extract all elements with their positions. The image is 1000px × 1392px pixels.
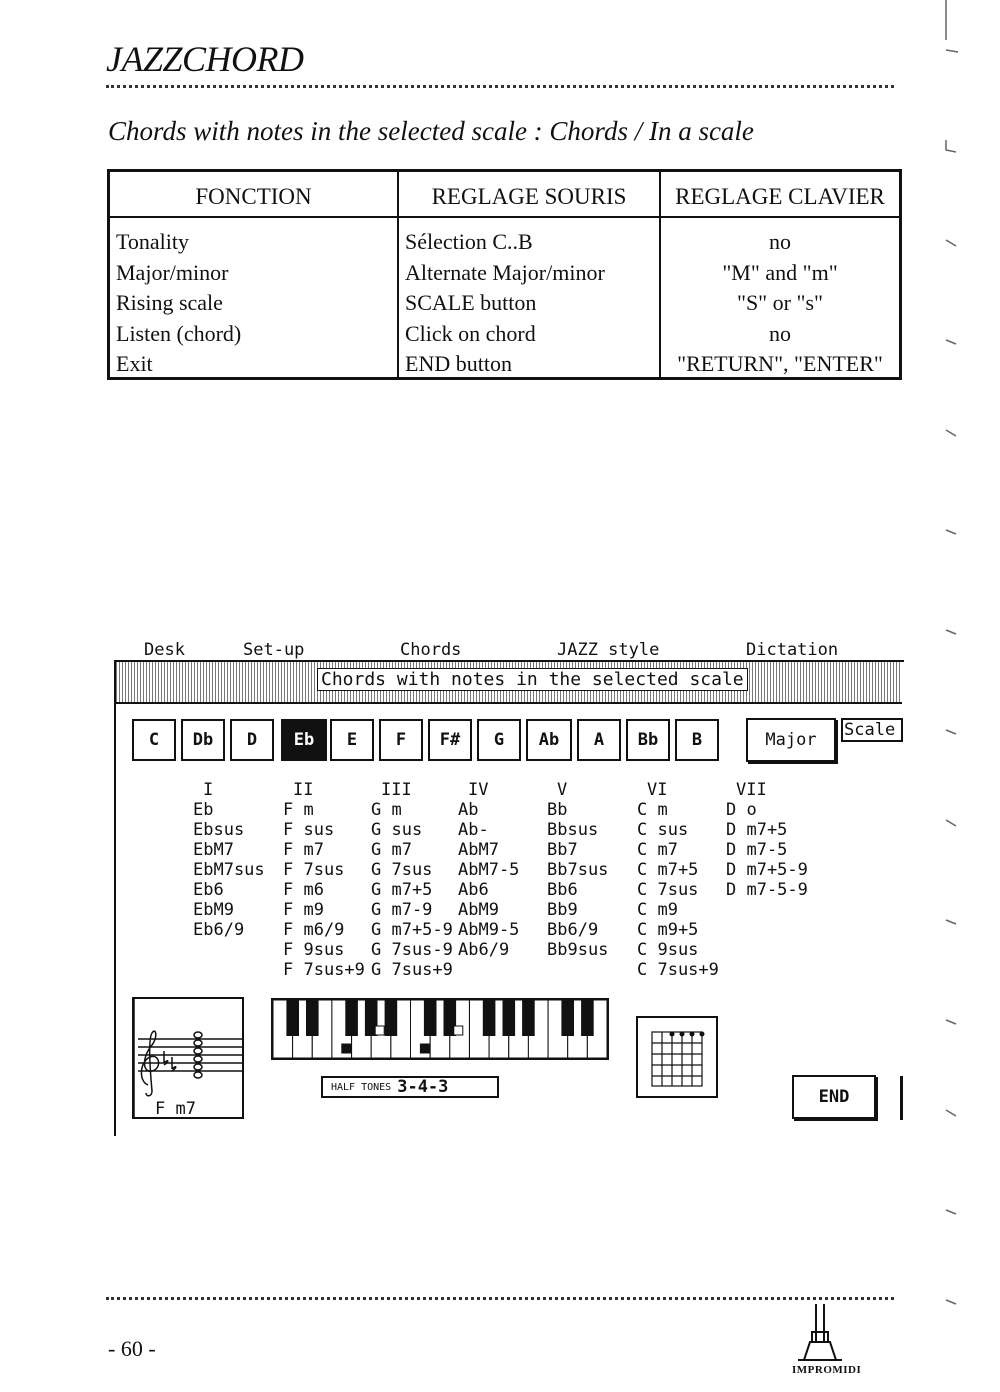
chord-item[interactable]: AbM9	[458, 900, 499, 920]
chord-item[interactable]: Eb6	[193, 880, 224, 900]
chord-item[interactable]: Ab6/9	[458, 940, 510, 960]
menu-setup[interactable]: Set-up	[243, 640, 305, 660]
key-button-a[interactable]: A	[577, 719, 621, 761]
degree-column-ii	[283, 780, 365, 980]
table-cell: SCALE button	[405, 290, 537, 315]
chord-item[interactable]: G m7-9	[371, 900, 433, 920]
chord-item[interactable]: Bb7sus	[547, 860, 609, 880]
chord-item[interactable]: Ab6	[458, 880, 489, 900]
degree-column-v	[547, 780, 608, 960]
degree-numeral: II	[293, 780, 314, 800]
chord-item[interactable]: F m6/9	[283, 920, 345, 940]
table-cell: "M" and "m"	[722, 259, 838, 285]
piano-black-key[interactable]	[581, 1000, 594, 1036]
chord-item[interactable]: G m7+5	[371, 880, 433, 900]
chord-item[interactable]: F 9sus	[283, 940, 345, 960]
degree-numeral: IV	[468, 780, 489, 800]
chord-item[interactable]: Bb9	[547, 900, 578, 920]
chord-item[interactable]: F m9	[283, 900, 324, 920]
chord-item[interactable]: D m7-5	[726, 840, 788, 860]
chord-item[interactable]: G m7	[371, 840, 412, 860]
chord-item[interactable]: Bb	[547, 800, 568, 820]
chord-item[interactable]: Bb6/9	[547, 920, 599, 940]
pressed-note-marker	[375, 1026, 384, 1035]
piano-black-key[interactable]	[503, 1000, 516, 1036]
page-number: - 60 -	[108, 1336, 156, 1361]
chord-item[interactable]: Ab	[458, 800, 479, 820]
key-button-e[interactable]: E	[330, 719, 374, 761]
table-cell: "RETURN", "ENTER"	[677, 351, 883, 376]
chord-item[interactable]: Ab-	[458, 820, 489, 840]
degree-numeral: III	[381, 780, 412, 800]
window-titlebar[interactable]	[116, 662, 902, 704]
chord-item[interactable]: G 7sus+9	[371, 960, 453, 980]
chord-item[interactable]: C m9	[637, 900, 678, 920]
window-right-border	[900, 1076, 903, 1120]
table-cell: "S" or "s"	[736, 290, 824, 315]
chord-item[interactable]: EbM9	[193, 900, 234, 920]
degree-column-iii	[371, 780, 453, 980]
chord-item[interactable]: AbM7	[458, 840, 499, 860]
chord-item[interactable]: EbM7sus	[193, 860, 265, 880]
binder-holes-decoration	[942, 0, 972, 1392]
key-button-f[interactable]: F	[379, 719, 423, 761]
piano-keyboard[interactable]	[271, 998, 609, 1060]
table-cell: Sélection C..B	[405, 229, 533, 254]
header-fonction: FONCTION	[195, 184, 312, 209]
chord-item[interactable]: C m9+5	[637, 920, 699, 940]
menu-jazz-style[interactable]: JAZZ style	[557, 640, 660, 660]
degree-column-iv	[458, 780, 519, 960]
key-button-ab[interactable]: Ab	[526, 719, 572, 761]
chord-item[interactable]: Eb6/9	[193, 920, 245, 940]
piano-black-key[interactable]	[561, 1000, 574, 1036]
chord-item[interactable]: D o	[726, 800, 757, 820]
half-tones-box	[321, 1076, 499, 1098]
piano-black-key[interactable]	[385, 1000, 398, 1036]
chord-item[interactable]: G m	[371, 800, 402, 820]
table-cell: Rising scale	[116, 290, 223, 315]
degree-column-vii	[726, 780, 808, 900]
key-button-b[interactable]: B	[675, 719, 719, 761]
menu-bar	[144, 640, 904, 660]
chord-item[interactable]: D m7+5-9	[726, 860, 808, 880]
table-cell: END button	[405, 351, 512, 376]
menu-desk[interactable]: Desk	[144, 640, 185, 660]
header-souris: REGLAGE SOURIS	[431, 184, 627, 209]
piano-black-key[interactable]	[306, 1000, 319, 1036]
key-button-fsharp[interactable]: F#	[428, 719, 472, 761]
page-title: JAZZCHORD	[106, 39, 304, 79]
guitar-chord-diagram	[636, 1016, 718, 1098]
piano-black-key[interactable]	[424, 1000, 437, 1036]
function-table	[107, 169, 902, 380]
pressed-note-marker	[454, 1026, 463, 1035]
table-cell: Major/minor	[116, 259, 229, 285]
key-button-g[interactable]: G	[477, 719, 521, 761]
table-cell: Listen (chord)	[116, 320, 242, 346]
table-cell: no	[769, 320, 791, 346]
guitar-fretboard-icon	[638, 1018, 716, 1096]
half-tones-label: HALF TONES	[331, 1081, 392, 1093]
chord-item[interactable]: F 7sus+9	[283, 960, 365, 980]
degree-column-vi	[637, 780, 719, 980]
key-button-db[interactable]: Db	[181, 719, 225, 761]
column-souris	[399, 172, 661, 377]
key-button-bb[interactable]: Bb	[626, 719, 670, 761]
end-button[interactable]: END	[792, 1075, 876, 1119]
chord-item[interactable]: Bb6	[547, 880, 578, 900]
logo-text: IMPROMIDI	[792, 1364, 862, 1376]
chord-item[interactable]: C 7sus+9	[637, 960, 719, 980]
top-rule	[106, 85, 894, 88]
degree-numeral: V	[557, 780, 568, 800]
chord-item[interactable]: F m	[283, 800, 314, 820]
piano-black-key[interactable]	[483, 1000, 496, 1036]
table-cell: Tonality	[116, 229, 190, 254]
chord-item[interactable]: F 7sus	[283, 860, 345, 880]
chord-item[interactable]: Bbsus	[547, 820, 599, 840]
table-cell: Exit	[116, 351, 153, 376]
chord-item[interactable]: F m7	[283, 840, 324, 860]
degree-column-i	[193, 780, 265, 940]
chord-item[interactable]: Bb7	[547, 840, 578, 860]
chord-item[interactable]: C m7+5	[637, 860, 699, 880]
key-button-eb[interactable]: Eb	[281, 719, 327, 761]
degree-numeral: VI	[647, 780, 668, 800]
half-tones-value: 3-4-3	[397, 1077, 449, 1097]
menu-chords[interactable]: Chords	[400, 640, 462, 660]
pressed-note-marker	[342, 1044, 351, 1053]
table-cell: Alternate Major/minor	[405, 259, 605, 285]
column-clavier	[661, 172, 899, 377]
chord-item[interactable]: G 7sus	[371, 860, 433, 880]
chord-item[interactable]: AbM7-5	[458, 860, 520, 880]
chord-item[interactable]: C sus	[637, 820, 689, 840]
chord-item[interactable]: F m6	[283, 880, 324, 900]
chord-item[interactable]: G 7sus-9	[371, 940, 453, 960]
section-subtitle: Chords with notes in the selected scale : Chords / In a scale	[108, 116, 754, 146]
chord-item[interactable]: C m	[637, 800, 668, 820]
chord-item[interactable]: Bb9sus	[547, 940, 609, 960]
menu-dictation[interactable]: Dictation	[746, 640, 839, 660]
chord-item[interactable]: C 9sus	[637, 940, 699, 960]
chord-item[interactable]: G sus	[371, 820, 423, 840]
piano-black-key[interactable]	[345, 1000, 358, 1036]
current-chord-label: F m7	[155, 1099, 196, 1119]
major-minor-button[interactable]: Major	[746, 718, 836, 762]
piano-keys-icon	[273, 1000, 607, 1058]
piano-black-key[interactable]	[522, 1000, 535, 1036]
pressed-note-marker	[420, 1044, 429, 1053]
chord-item[interactable]: F sus	[283, 820, 335, 840]
window-left-border	[114, 660, 116, 1136]
chord-item[interactable]: Ebsus	[193, 820, 245, 840]
header-clavier: REGLAGE CLAVIER	[675, 184, 885, 209]
scale-button[interactable]: Scale	[841, 718, 903, 742]
chord-item[interactable]: AbM9-5	[458, 920, 520, 940]
key-button-d[interactable]: D	[230, 719, 274, 761]
key-button-c[interactable]: C	[132, 719, 176, 761]
degree-numeral: I	[203, 780, 214, 800]
column-fonction	[110, 172, 399, 377]
table-cell: no	[769, 229, 791, 254]
degree-numeral: VII	[736, 780, 767, 800]
chord-item[interactable]: C m7	[637, 840, 678, 860]
window-title: Chords with notes in the selected scale	[317, 668, 748, 691]
chord-item[interactable]: D m7+5	[726, 820, 788, 840]
chord-item[interactable]: C 7sus	[637, 880, 699, 900]
chord-item[interactable]: Eb	[193, 800, 214, 820]
chord-item[interactable]: G m7+5-9	[371, 920, 453, 940]
table-cell: Click on chord	[405, 320, 536, 346]
chord-item[interactable]: D m7-5-9	[726, 880, 808, 900]
piano-black-key[interactable]	[286, 1000, 299, 1036]
chord-item[interactable]: EbM7	[193, 840, 234, 860]
bottom-rule	[106, 1297, 894, 1300]
